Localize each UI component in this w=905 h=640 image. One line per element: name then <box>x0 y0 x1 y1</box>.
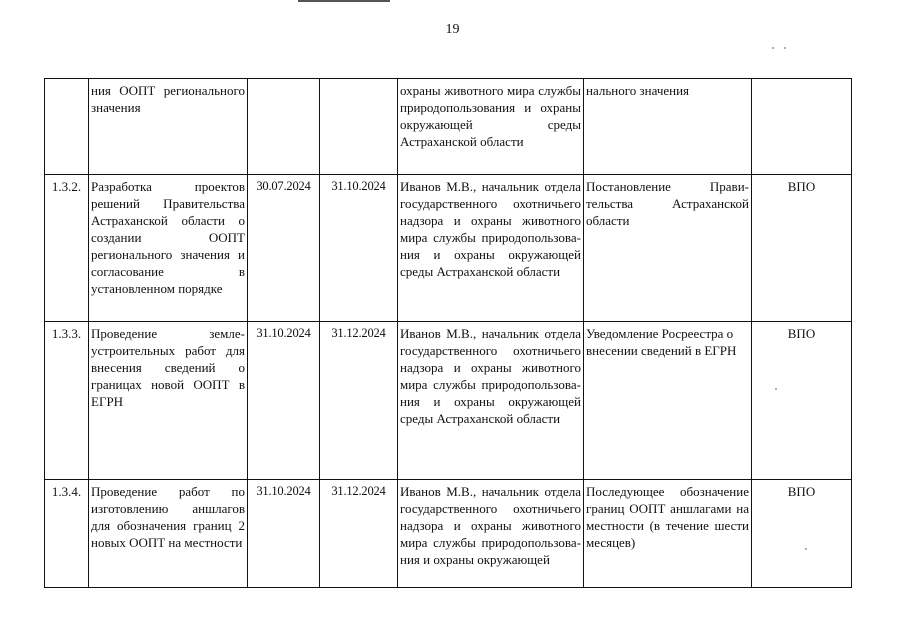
activity-cell: Проведение работ по изготовлению аншлагов для обозначения границ 2 новых ООПТ на местности <box>89 480 248 588</box>
start-date-cell: 30.07.2024 <box>248 175 320 322</box>
responsible-cell: Иванов М.В., начальник отдела государственного охотничьего надзора и охраны животного мира службы природопользования и охраны окружающей <box>398 480 584 588</box>
table-row <box>45 480 852 588</box>
mark-cell: ВПО <box>752 175 852 322</box>
mark-cell: ВПО <box>752 322 852 480</box>
mark-cell <box>752 79 852 175</box>
page-number: 19 <box>445 22 460 37</box>
mark-cell: ВПО <box>752 480 852 588</box>
table-row <box>45 322 852 480</box>
scan-artifact-line <box>298 0 390 2</box>
start-date-cell: 31.10.2024 <box>248 480 320 588</box>
row-number <box>45 79 89 175</box>
activity-cell: ния ООПТ регионального значения <box>89 79 248 175</box>
end-date-cell: 31.12.2024 <box>320 480 398 588</box>
row-number: 1.3.3. <box>45 322 89 480</box>
result-cell: нального значения <box>584 79 752 175</box>
row-number: 1.3.4. <box>45 480 89 588</box>
table-row <box>45 175 852 322</box>
table-row <box>45 79 852 175</box>
responsible-cell: охраны животного мира службы природопользования и охраны окружающей среды Астраханской области <box>398 79 584 175</box>
result-cell: Последующее обозначение границ ООПТ аншлагами на местности (в течение шести месяцев) <box>584 480 752 588</box>
row-number: 1.3.2. <box>45 175 89 322</box>
end-date-cell: 31.10.2024 <box>320 175 398 322</box>
responsible-cell: Иванов М.В., начальник отдела государственного охотничьего надзора и охраны животного мира службы природопользования и охраны окружающей среды Астраханской области <box>398 322 584 480</box>
activity-cell: Разработка проектов решений Правительства Астраханской области о создании ООПТ регионального значения и согласование в установленном порядке <box>89 175 248 322</box>
end-date-cell: 31.12.2024 <box>320 322 398 480</box>
activity-cell: Проведение землеустроительных работ для внесения сведений о границах новой ООПТ в ЕГРН <box>89 322 248 480</box>
scan-artifact-dot <box>772 47 774 49</box>
start-date-cell <box>248 79 320 175</box>
responsible-cell: Иванов М.В., начальник отдела государственного охотничьего надзора и охраны животного мира службы природопользования и охраны окружающей среды Астраханской области <box>398 175 584 322</box>
result-cell: Постановление Правительства Астраханской области <box>584 175 752 322</box>
plan-table <box>44 78 852 588</box>
start-date-cell: 31.10.2024 <box>248 322 320 480</box>
result-cell: Уведомление Росреестра о внесении сведений в ЕГРН <box>584 322 752 480</box>
scan-artifact-dot <box>784 47 786 49</box>
end-date-cell <box>320 79 398 175</box>
